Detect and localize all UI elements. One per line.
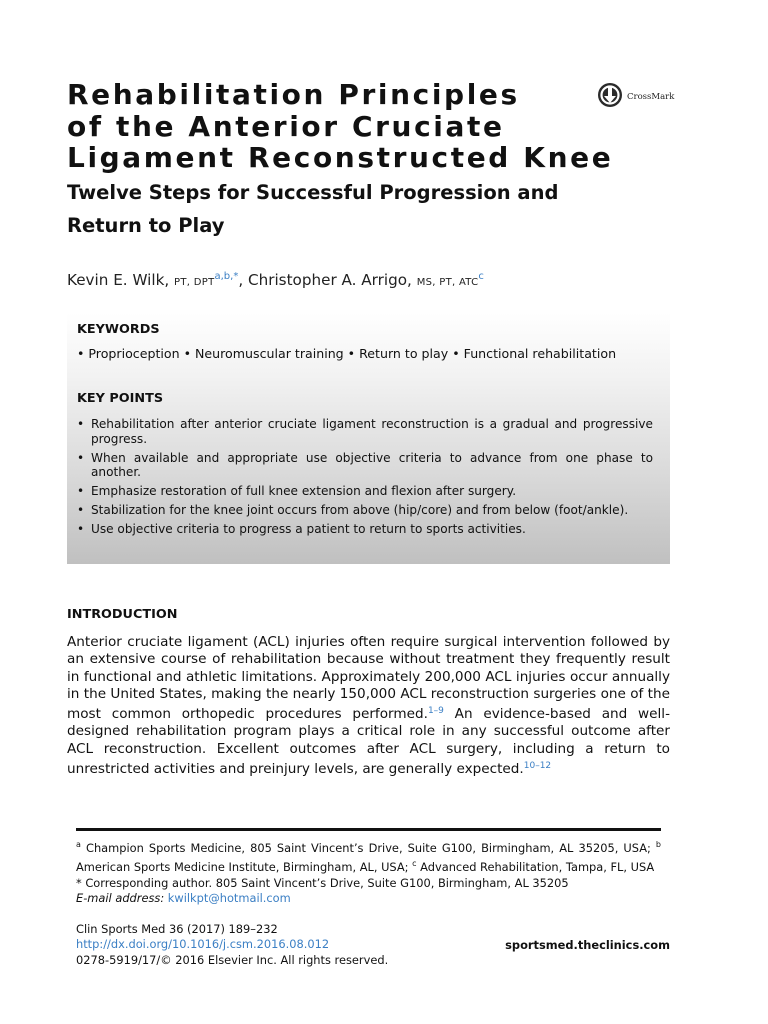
key-point-item — [77, 417, 653, 447]
title-line-3: Ligament Reconstructed Knee — [67, 141, 614, 174]
bullet-icon: • — [77, 417, 85, 431]
citation-link-2[interactable]: 10–12 — [523, 761, 552, 772]
author-1-name: Kevin E. Wilk, — [67, 271, 170, 289]
affiliation-b: American Sports Medicine Institute, Birmingham, AL, USA; — [76, 860, 413, 875]
author-2-credentials: MS, PT, ATC — [416, 277, 479, 288]
key-point-text: Stabilization for the knee joint occurs from above (hip/core) and from below (foot/ankle). — [91, 502, 629, 517]
introduction-paragraph — [67, 634, 670, 778]
crossmark-label: CrossMark — [627, 92, 675, 102]
affiliations — [76, 837, 661, 876]
affiliation-c: Advanced Rehabilitation, Tampa, FL, USA — [416, 860, 655, 875]
key-point-item — [77, 522, 653, 537]
key-points-list — [77, 417, 653, 541]
key-point-item — [77, 484, 653, 499]
doi-link[interactable]: http://dx.doi.org/10.1016/j.csm.2016.08.012 — [76, 937, 330, 952]
affiliation-mark-a: a — [76, 840, 81, 849]
key-point-text: Emphasize restoration of full knee extension and flexion after surgery. — [91, 484, 517, 499]
intro-text-1: Anterior cruciate ligament (ACL) injuries often require surgical intervention followed by an extensive course of rehabilitation because without treatment they frequently result in functional and athletic limitations. Approximately 200,000 ACL injuries occur annually in the United States, making the nearly 150,000 ACL reconstruction surgeries one of the most common orthopedic procedures performed. — [67, 634, 670, 723]
title-line-1: Rehabilitation Principles — [67, 78, 520, 111]
author-separator: , — [238, 271, 244, 289]
key-point-text: When available and appropriate use objective criteria to advance from one phase to another. — [91, 450, 653, 480]
keywords-list: • Proprioception • Neuromuscular training • Return to play • Functional rehabilitation — [77, 346, 617, 361]
subtitle-line-2: Return to Play — [67, 214, 225, 237]
author-2-name: Christopher A. Arrigo, — [247, 271, 412, 289]
footnote-divider — [76, 828, 661, 831]
article-title — [67, 78, 614, 174]
crossmark-icon — [597, 82, 623, 112]
citation-link-1[interactable]: 1–9 — [427, 706, 444, 717]
affiliation-mark-c: c — [412, 859, 417, 869]
article-subtitle — [67, 176, 667, 242]
subtitle-line-1: Twelve Steps for Successful Progression and — [67, 181, 559, 204]
title-line-2: of the Anterior Cruciate — [67, 109, 505, 143]
copyright-notice: 0278-5919/17/© 2016 Elsevier Inc. All rights reserved. — [76, 952, 389, 967]
key-point-item — [77, 451, 653, 481]
email-label: E-mail address: — [76, 890, 165, 905]
journal-reference: Clin Sports Med 36 (2017) 189–232 — [76, 922, 278, 936]
introduction-heading: INTRODUCTION — [67, 607, 178, 622]
author-2-affiliation-mark[interactable]: c — [478, 271, 484, 282]
bullet-icon: • — [77, 450, 85, 465]
footnotes — [76, 837, 661, 906]
key-point-text: Rehabilitation after anterior cruciate ligament reconstruction is a gradual and progressive progress. — [91, 417, 653, 446]
email-line — [76, 891, 661, 906]
keywords-heading: KEYWORDS — [77, 322, 160, 337]
author-1-credentials: PT, DPT — [174, 277, 215, 288]
author-1-affiliation-marks[interactable]: a,b,* — [214, 271, 239, 282]
intro-text-2: An evidence-based and well-designed rehabilitation program plays a critical role in any successful outcome after ACL reconstruction. Excellent outcomes after ACL surgery, including a return to unrestricted activities and preinjury levels, are generally expected. — [67, 706, 670, 778]
abstract-box — [67, 313, 670, 564]
email-link[interactable]: kwilkpt@hotmail.com — [167, 890, 291, 905]
key-point-item — [77, 503, 653, 518]
key-points-heading: KEY POINTS — [77, 391, 164, 406]
author-list — [67, 271, 687, 289]
affiliation-a: Champion Sports Medicine, 805 Saint Vincent’s Drive, Suite G100, Birmingham, AL 35205, USA; — [80, 841, 656, 855]
key-point-text: Use objective criteria to progress a patient to return to sports activities. — [91, 521, 526, 536]
bullet-icon: • — [77, 521, 85, 536]
bullet-icon: • — [77, 484, 85, 499]
corresponding-author: * Corresponding author. 805 Saint Vincent’s Drive, Suite G100, Birmingham, AL 35205 — [76, 875, 569, 890]
crossmark-badge[interactable] — [597, 84, 677, 110]
journal-website[interactable]: sportsmed.theclinics.com — [505, 938, 670, 952]
affiliation-mark-b: b — [655, 840, 661, 849]
bullet-icon: • — [77, 502, 85, 517]
